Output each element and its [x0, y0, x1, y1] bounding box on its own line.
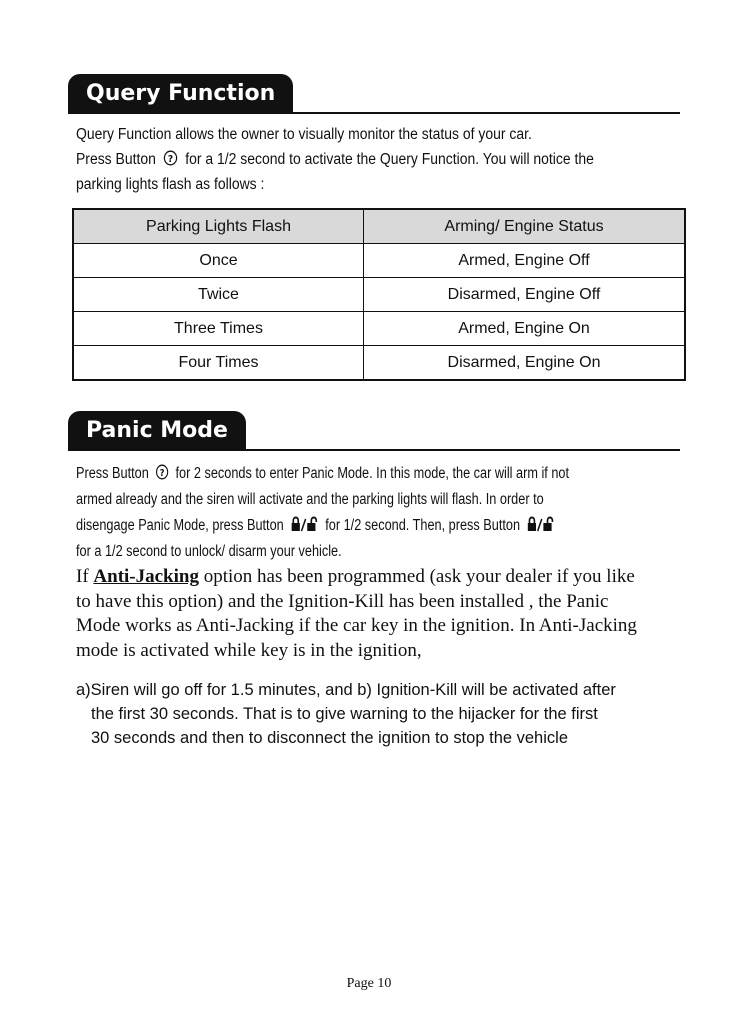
status-cell: Armed, Engine Off: [364, 244, 686, 278]
query-function-header: [68, 74, 680, 114]
effects-paragraph: [76, 678, 686, 750]
effects-line-1: a)Siren will go off for 1.5 minutes, and b) Ignition-Kill will be activated after: [76, 681, 616, 699]
query-line-1: Query Function allows the owner to visually monitor the status of your car.: [76, 126, 532, 143]
query-function-rule: [68, 112, 680, 114]
antijacking-line-3: Mode works as Anti-Jacking if the car key in the ignition. In Anti-Jacking: [76, 615, 637, 636]
panic-line-3-mid: for 1/2 second. Then, press Button: [325, 517, 521, 534]
page-number: Page 10: [346, 976, 392, 991]
panic-mode-heading: Panic Mode: [68, 411, 246, 449]
effects-line-3: 30 seconds and then to disconnect the ignition to stop the vehicle: [91, 729, 568, 747]
anti-jacking-keyword: Anti-Jacking: [93, 566, 199, 587]
antijacking-line-1: [76, 565, 680, 590]
header-status: Arming/ Engine Status: [364, 209, 686, 244]
status-cell: Disarmed, Engine On: [364, 346, 686, 381]
status-cell: Disarmed, Engine Off: [364, 278, 686, 312]
question-circle-icon: [156, 464, 169, 480]
lock-unlock-icon: [527, 516, 555, 532]
panic-line-3: [76, 513, 571, 539]
flash-cell: Three Times: [73, 312, 364, 346]
effects-line-2: the first 30 seconds. That is to give warning to the hijacker for the first: [91, 705, 598, 723]
status-cell: Armed, Engine On: [364, 312, 686, 346]
panic-mode-header: [68, 411, 680, 451]
lock-unlock-icon: [291, 516, 319, 532]
header-flash: Parking Lights Flash: [73, 209, 364, 244]
table-row: [73, 244, 685, 278]
anti-jacking-paragraph: [76, 565, 680, 663]
antijacking-line-1-post: option has been programmed (ask your dealer if you like: [203, 566, 635, 587]
query-intro: [76, 122, 620, 197]
table-row: [73, 346, 685, 381]
antijacking-line-2: to have this option) and the Ignition-Kill has been installed , the Panic: [76, 590, 609, 612]
panic-line-1-pre: Press Button: [76, 465, 149, 482]
flash-status-table: [72, 208, 686, 381]
flash-cell: Twice: [73, 278, 364, 312]
query-line-2-pre: Press Button: [76, 151, 156, 168]
panic-line-1-post: for 2 seconds to enter Panic Mode. In this mode, the car will arm if not: [175, 465, 570, 482]
panic-line-1: [76, 461, 571, 487]
flash-cell: Four Times: [73, 346, 364, 381]
table-row: [73, 278, 685, 312]
table-row: [73, 312, 685, 346]
panic-mode-rule: [68, 449, 680, 451]
antijacking-line-4: mode is activated while key is in the ignition,: [76, 639, 422, 661]
antijacking-pre: If: [76, 566, 89, 587]
query-line-3: parking lights flash as follows :: [76, 176, 265, 193]
query-line-2: [76, 147, 620, 172]
panic-intro: [76, 461, 571, 565]
panic-line-4: for a 1/2 second to unlock/ disarm your vehicle.: [76, 543, 342, 560]
question-circle-icon: [163, 150, 177, 166]
panic-line-3-pre: disengage Panic Mode, press Button: [76, 517, 284, 534]
svg-text:?: ?: [159, 468, 165, 480]
query-function-heading: Query Function: [68, 74, 293, 112]
flash-cell: Once: [73, 244, 364, 278]
svg-text:?: ?: [167, 153, 174, 166]
table-header-row: [73, 209, 685, 244]
panic-line-2: armed already and the siren will activate and the parking lights will flash. In order to: [76, 491, 544, 508]
query-line-2-post: for a 1/2 second to activate the Query Function. You will notice the: [185, 151, 594, 168]
